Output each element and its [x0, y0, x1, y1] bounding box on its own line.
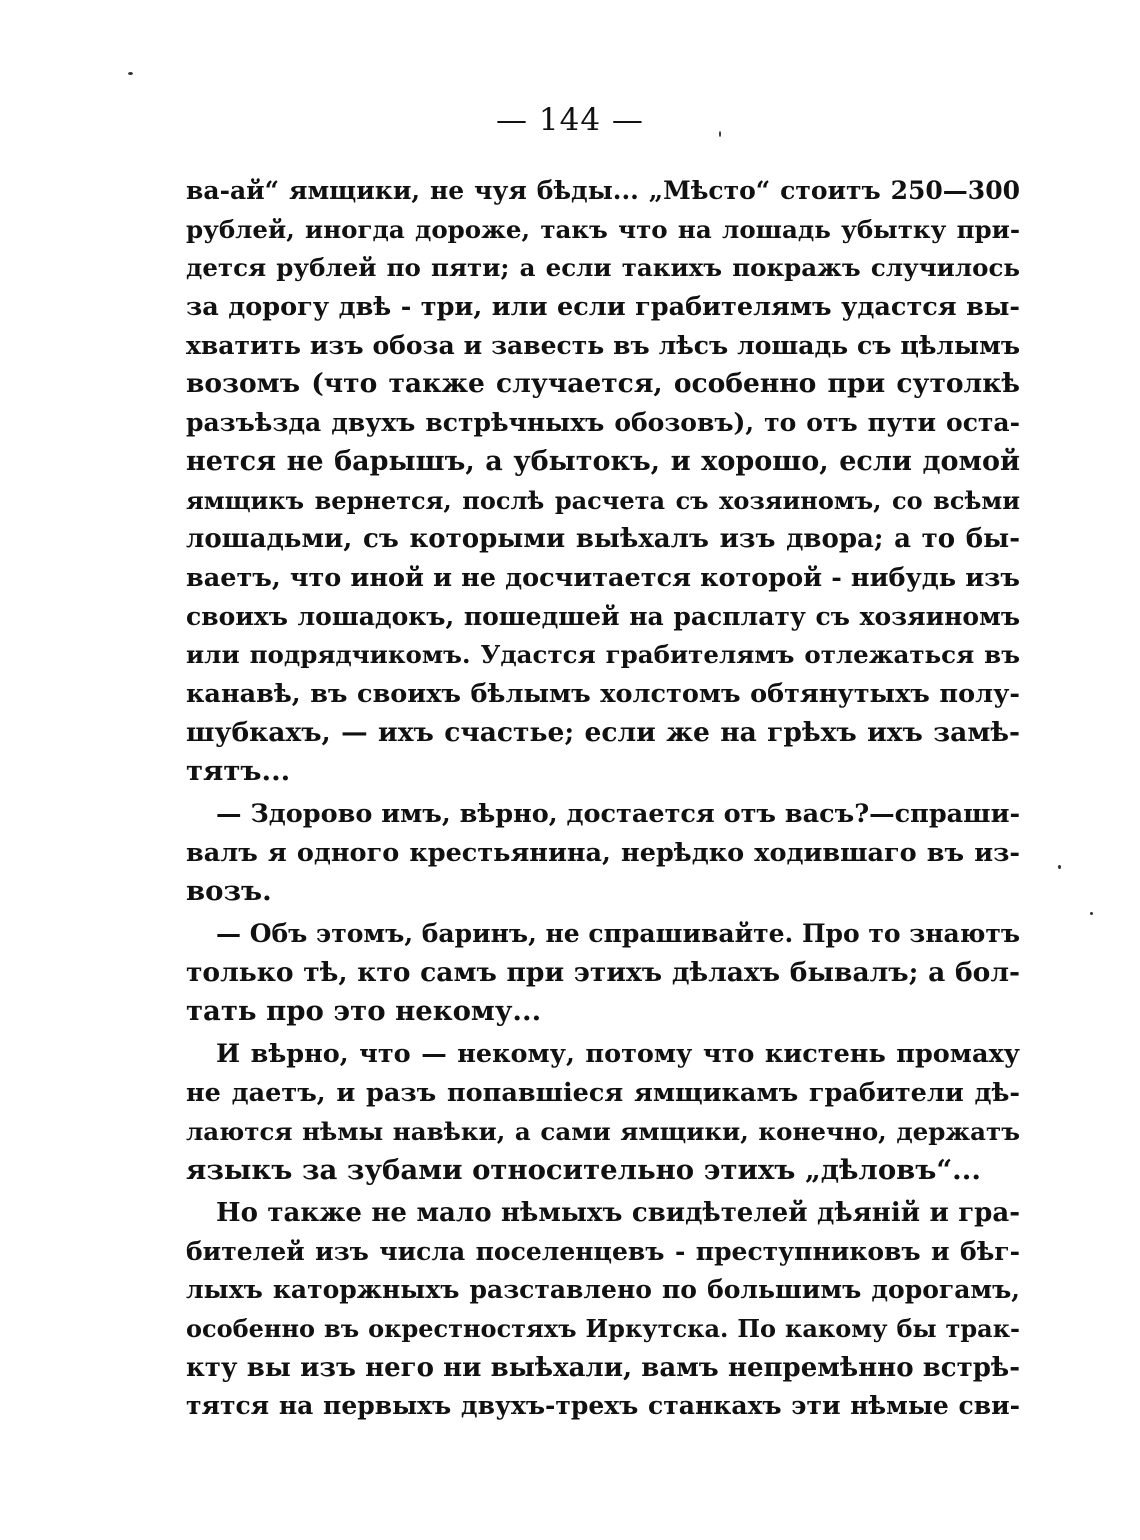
text-line: лаются нѣмы навѣки, а сами ямщики, конечно, держатъ: [186, 1116, 1020, 1146]
text-line: своихъ лошадокъ, пошедшей на расплату съ хозяиномъ: [186, 601, 1020, 631]
scan-speck: [128, 72, 133, 75]
text-line: языкъ за зубами относительно этихъ „дѣловъ“...: [186, 1154, 981, 1187]
text-line: рублей, иногда дороже, такъ что на лошадь убытку при-: [186, 214, 1020, 244]
text-line: ямщикъ вернется, послѣ расчета съ хозяиномъ, со всѣми: [186, 485, 1020, 515]
text-line: тать про это некому...: [186, 995, 542, 1028]
text-line: за дорогу двѣ - три, или если грабителямъ удастся вы-: [186, 292, 1020, 323]
text-line: не даетъ, и разъ попавшіеся ямщикамъ грабители дѣ-: [186, 1077, 1020, 1108]
text-line: ваетъ, что иной и не досчитается которой - нибудь изъ: [186, 562, 1020, 593]
text-line: канавѣ, въ своихъ бѣлымъ холстомъ обтянутыхъ полу-: [186, 678, 1020, 709]
scan-speck: [1090, 912, 1093, 915]
scan-speck: [719, 131, 721, 137]
text-line: ва-ай“ ямщики, не чуя бѣды... „Мѣсто“ стоитъ 250—300: [186, 176, 1020, 205]
text-line: дется рублей по пяти; а если такихъ покражъ случилось: [186, 253, 1020, 283]
text-line: шубкахъ, — ихъ счастье; если же на грѣхъ ихъ замѣ-: [186, 716, 1020, 748]
body-text: [186, 172, 1020, 1426]
text-line: возомъ (что также случается, особенно при сутолкѣ: [186, 368, 1020, 400]
text-line: особенно въ окрестностяхъ Иркутска. По какому бы трак-: [186, 1313, 1020, 1343]
text-line: бителей изъ числа поселенцевъ - преступниковъ и бѣг-: [186, 1236, 1020, 1266]
text-line: возъ.: [186, 875, 272, 908]
text-line: нется не барышъ, а убытокъ, и хорошо, если домой: [186, 445, 1020, 477]
text-line: только тѣ, кто самъ при этихъ дѣлахъ бывалъ; а бол-: [186, 956, 1020, 988]
text-line: хватить изъ обоза и завесть въ лѣсъ лошадь съ цѣлымъ: [186, 330, 1020, 360]
page-number: — 144 —: [496, 102, 644, 138]
text-line: кту вы изъ него ни выѣхали, вамъ непремѣнно встрѣ-: [186, 1352, 1020, 1383]
text-line: разъѣзда двухъ встрѣчныхъ обозовъ), то отъ пути оста-: [186, 408, 1020, 438]
text-line: или подрядчикомъ. Удастся грабителямъ отлежаться въ: [186, 640, 1020, 670]
text-line: — Здорово имъ, вѣрно, достается отъ васъ?—спраши-: [216, 799, 1020, 829]
text-line: лошадьми, съ которыми выѣхалъ изъ двора; а то бы-: [186, 524, 1020, 555]
text-line: тятся на первыхъ двухъ-трехъ станкахъ эти нѣмые сви-: [186, 1391, 1020, 1421]
text-line: лыхъ каторжныхъ разставлено по большимъ дорогамъ,: [186, 1275, 1020, 1305]
text-line: Но также не мало нѣмыхъ свидѣтелей дѣяній и гра-: [216, 1197, 1020, 1228]
text-line: И вѣрно, что — некому, потому что кистень промаху: [216, 1039, 1020, 1070]
text-line: валъ я одного крестьянина, нерѣдко ходившаго въ из-: [186, 837, 1020, 868]
text-line: — Объ этомъ, баринъ, не спрашивайте. Про то знаютъ: [216, 919, 1020, 949]
scan-speck: [1058, 865, 1061, 869]
text-line: тятъ...: [186, 755, 291, 788]
